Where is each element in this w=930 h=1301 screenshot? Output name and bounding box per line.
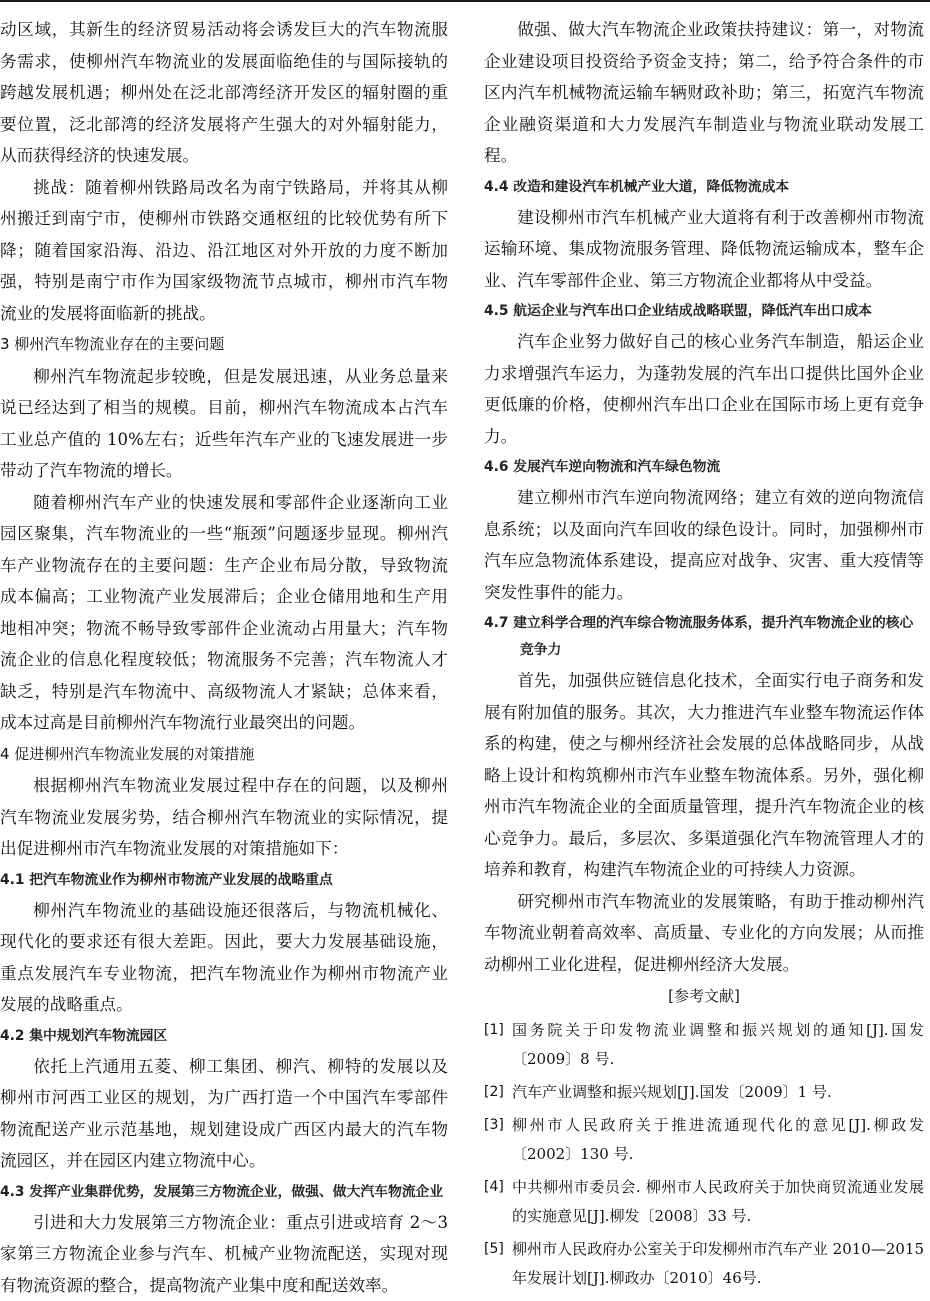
reference-item bbox=[484, 1235, 924, 1293]
subsection-4-3-paragraph: 引进和大力发展第三方物流企业：重点引进或培育 2～3 家第三方物流企业参与汽车、机械产业物流配送，实现对现有物流资源的整合，提高物流产业集中度和配送效率。 bbox=[0, 1207, 448, 1301]
subsection-4-2-heading: 4.2 集中规划汽车物流园区 bbox=[0, 1023, 448, 1050]
section-4-heading: 4 促进柳州汽车物流业发展的对策措施 bbox=[0, 739, 448, 771]
reference-number: [5] bbox=[484, 1235, 504, 1264]
reference-item bbox=[484, 1111, 924, 1169]
reference-item bbox=[484, 1016, 924, 1074]
section-3-heading: 3 柳州汽车物流业存在的主要问题 bbox=[0, 329, 448, 361]
conclusion-paragraph: 研究柳州市汽车物流业的发展策略，有助于推动柳州汽车物流业朝着高效率、高质量、专业化的方向发展；从而推动柳州工业化进程，促进柳州经济大发展。 bbox=[484, 886, 924, 981]
top-rule bbox=[0, 0, 930, 2]
reference-item bbox=[484, 1173, 924, 1231]
subsection-4-6-heading: 4.6 发展汽车逆向物流和汽车绿色物流 bbox=[484, 454, 924, 481]
left-column bbox=[0, 14, 448, 1301]
subsection-4-5-heading: 4.5 航运企业与汽车出口企业结成战略联盟，降低汽车出口成本 bbox=[484, 298, 924, 325]
section-3-paragraph-2: 随着柳州汽车产业的快速发展和零部件企业逐渐向工业园区聚集，汽车物流业的一些“瓶颈”问题逐步显现。柳州汽车产业物流存在的主要问题：生产企业布局分散，导致物流成本偏高；工业物流产业发展滞后；企业仓储用地和生产用地相冲突；物流不畅导致零部件企业流动占用量大；汽车物流企业的信息化程度较低；物流服务不完善；汽车物流人才缺乏，特别是汽车物流中、高级物流人才紧缺；总体来看，成本过高是目前柳州汽车物流行业最突出的问题。 bbox=[0, 487, 448, 739]
subsection-4-4-paragraph: 建设柳州市汽车机械产业大道将有利于改善柳州市物流运输环境、集成物流服务管理、降低物流运输成本，整车企业、汽车零部件企业、第三方物流企业都将从中受益。 bbox=[484, 202, 924, 297]
subsection-4-1-heading: 4.1 把汽车物流业作为柳州市物流产业发展的战略重点 bbox=[0, 867, 448, 894]
subsection-4-2-paragraph: 依托上汽通用五菱、柳工集团、柳汽、柳特的发展以及柳州市河西工业区的规划，为广西打造一个中国汽车零部件物流配送产业示范基地，规划建设成广西区内最大的汽车物流园区，并在园区内建立物流中心。 bbox=[0, 1051, 448, 1177]
subsection-4-3-paragraph-continued: 做强、做大汽车物流企业政策扶持建议：第一，对物流企业建设项目投资给予资金支持；第二，给予符合条件的市区内汽车机械物流运输车辆财政补助；第三，拓宽汽车物流企业融资渠道和大力发展汽车制造业与物流业联动发展工程。 bbox=[484, 14, 924, 172]
reference-number: [2] bbox=[484, 1078, 504, 1107]
challenge-paragraph: 挑战：随着柳州铁路局改名为南宁铁路局，并将其从柳州搬迁到南宁市，使柳州市铁路交通枢纽的比较优势有所下降；随着国家沿海、沿边、沿江地区对外开放的力度不断加强，特别是南宁市作为国家级物流节点城市，柳州市汽车物流业的发展将面临新的挑战。 bbox=[0, 172, 448, 330]
references-title: [参考文献] bbox=[484, 982, 924, 1010]
reference-number: [3] bbox=[484, 1111, 504, 1140]
reference-number: [4] bbox=[484, 1173, 504, 1202]
reference-number: [1] bbox=[484, 1016, 504, 1045]
reference-list bbox=[484, 1016, 924, 1293]
reference-text: 国务院关于印发物流业调整和振兴规划的通知[J].国发〔2009〕8 号. bbox=[512, 1021, 924, 1068]
reference-text: 柳州市人民政府关于推进流通现代化的意见[J].柳政发〔2002〕130 号. bbox=[512, 1116, 924, 1163]
subsection-4-5-paragraph: 汽车企业努力做好自己的核心业务汽车制造，船运企业力求增强汽车运力，为蓬勃发展的汽车出口提供比国外企业更低廉的价格，使柳州汽车出口企业在国际市场上更有竞争力。 bbox=[484, 326, 924, 452]
reference-text: 柳州市人民政府办公室关于印发柳州市汽车产业 2010—2015年发展计划[J].柳政办〔2010〕46号. bbox=[512, 1240, 924, 1287]
subsection-4-4-heading: 4.4 改造和建设汽车机械产业大道，降低物流成本 bbox=[484, 174, 924, 201]
subsection-4-6-paragraph: 建立柳州市汽车逆向物流网络；建立有效的逆向物流信息系统；以及面向汽车回收的绿色设计。同时，加强柳州市汽车应急物流体系建设，提高应对战争、灾害、重大疫情等突发性事件的能力。 bbox=[484, 482, 924, 608]
subsection-4-1-paragraph: 柳州汽车物流业的基础设施还很落后，与物流机械化、现代化的要求还有很大差距。因此，要大力发展基础设施，重点发展汽车专业物流，把汽车物流业作为柳州市物流产业发展的战略重点。 bbox=[0, 895, 448, 1021]
reference-text: 中共柳州市委员会. 柳州市人民政府关于加快商贸流通业发展的实施意见[J].柳发〔2008〕33 号. bbox=[512, 1178, 924, 1225]
section-4-paragraph: 根据柳州汽车物流业发展过程中存在的问题，以及柳州汽车物流业发展劣势，结合柳州汽车物流业的实际情况，提出促进柳州市汽车物流业发展的对策措施如下： bbox=[0, 770, 448, 865]
reference-item bbox=[484, 1078, 924, 1107]
intro-paragraph: 动区域，其新生的经济贸易活动将会诱发巨大的汽车物流服务需求，使柳州汽车物流业的发展面临绝佳的与国际接轨的跨越发展机遇；柳州处在泛北部湾经济开发区的辐射圈的重要位置，泛北部湾的经济发展将产生强大的对外辐射能力，从而获得经济的快速发展。 bbox=[0, 14, 448, 172]
right-column bbox=[484, 14, 924, 1297]
section-3-paragraph-1: 柳州汽车物流起步较晚，但是发展迅速，从业务总量来说已经达到了相当的规模。目前，柳州汽车物流成本占汽车工业总产值的 10%左右；近些年汽车产业的飞速发展进一步带动了汽车物流的增长。 bbox=[0, 361, 448, 487]
reference-text: 汽车产业调整和振兴规划[J].国发〔2009〕1 号. bbox=[512, 1083, 832, 1101]
subsection-4-7-heading: 4.7 建立科学合理的汽车综合物流服务体系，提升汽车物流企业的核心竞争力 bbox=[484, 610, 924, 664]
subsection-4-3-heading: 4.3 发挥产业集群优势，发展第三方物流企业，做强、做大汽车物流企业 bbox=[0, 1179, 448, 1206]
subsection-4-7-paragraph: 首先，加强供应链信息化技术，全面实行电子商务和发展有附加值的服务。其次，大力推进汽车业整车物流运作体系的构建，使之与柳州经济社会发展的总体战略同步，从战略上设计和构筑柳州市汽车业整车物流体系。另外，强化柳州市汽车物流企业的全面质量管理，提升汽车物流企业的核心竞争力。最后，多层次、多渠道强化汽车物流管理人才的培养和教育，构建汽车物流企业的可持续人力资源。 bbox=[484, 665, 924, 886]
